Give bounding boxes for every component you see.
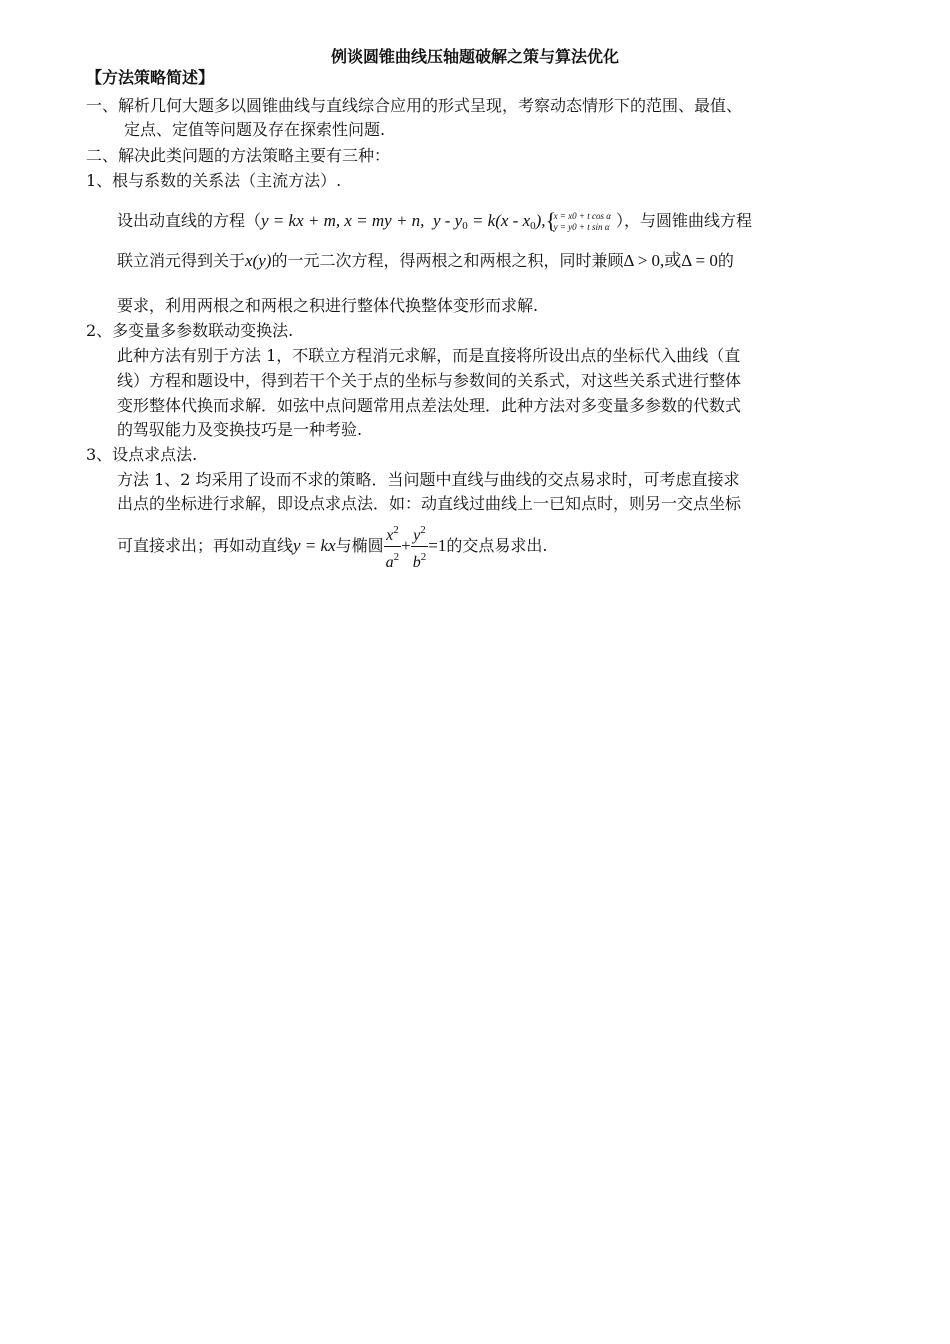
method-3-line-2: 出点的坐标进行求解，即设点求点法．如：动直线过曲线上一已知点时，则另一交点坐标	[117, 494, 742, 513]
method-3-line-3	[117, 520, 548, 571]
fraction-y2-b2	[411, 520, 429, 573]
line-equations	[261, 211, 546, 230]
method-2-line-2: 线）方程和题设中，得到若干个关于点的坐标与参数间的关系式，对这些关系式进行整体	[117, 371, 742, 390]
method-1-line-1	[117, 207, 752, 240]
paragraph-1-line-1: 一、解析几何大题多以圆锥曲线与直线综合应用的形式呈现，考察动态情形下的范围、最值、	[86, 96, 743, 115]
fraction-y-numerator: y	[413, 527, 421, 544]
method-1-line-2-mid: 的一元二次方程，得两根之和两根之积，同时兼顾	[271, 251, 624, 270]
method-1-line-2-suffix: 的	[717, 251, 734, 270]
fraction-a-denominator: a	[385, 554, 394, 571]
plus-sign: +	[401, 536, 411, 555]
method-1-line-2-prefix: 联立消元得到关于	[117, 251, 246, 270]
fraction-b-denominator: b	[412, 554, 421, 571]
equals-one: =1	[428, 536, 447, 555]
method-1-line-3: 要求，利用两根之和两根之积进行整体代换整体变形而求解.	[117, 296, 539, 315]
paragraph-2: 二、解决此类问题的方法策略主要有三种：	[86, 146, 391, 165]
equation-point-slope-a: y - y	[432, 211, 463, 230]
equation-slope-intercept: y = kx + m, x = my + n,	[261, 211, 425, 230]
method-2-line-3: 变形整体代换而求解．如弦中点问题常用点差法处理．此种方法对多变量多参数的代数式	[117, 396, 742, 415]
exponent-2: 2	[393, 524, 399, 536]
method-3-line-3-prefix: 可直接求出；再如动直线	[117, 536, 294, 555]
method-2-line-4: 的驾驭能力及变换技巧是一种考验.	[117, 420, 363, 439]
method-2-heading: 2、多变量多参数联动变换法.	[86, 321, 294, 340]
method-3-heading: 3、设点求点法.	[86, 445, 198, 464]
brace-glyph: {	[545, 207, 557, 233]
method-3-line-1: 方法 1、2 均采用了设而不求的策略．当问题中直线与曲线的交点易求时，可考虑直接求	[117, 470, 740, 489]
equation-point-slope-c: ),	[535, 211, 546, 230]
fraction-x2-a2	[384, 520, 402, 573]
paragraph-1-line-2: 定点、定值等问题及存在探索性问题.	[124, 120, 386, 139]
exponent-2: 2	[420, 551, 427, 563]
subscript-zero-2: 0	[530, 220, 536, 232]
equation-point-slope-b: = k(x - x	[467, 211, 531, 230]
parametric-y: y = y0 + t sin α	[553, 221, 610, 232]
variable-x-of-y: x(y)	[245, 251, 272, 270]
section-header: 【方法策略简述】	[86, 68, 215, 87]
method-3-line-3-mid: 与椭圆	[335, 536, 384, 555]
exponent-2: 2	[393, 551, 400, 563]
method-1-line-2	[117, 247, 734, 275]
fraction-x-numerator: x	[386, 527, 394, 544]
discriminant-condition: Δ > 0,或Δ = 0	[623, 251, 718, 270]
subscript-zero: 0	[462, 220, 468, 232]
parametric-x: x = x0 + t cos α	[553, 210, 611, 221]
equation-y-kx: y = kx	[293, 536, 336, 555]
parametric-system	[545, 207, 611, 233]
method-1-line-1-prefix: 设出动直线的方程（	[117, 211, 262, 230]
method-1-heading: 1、根与系数的关系法（主流方法）.	[86, 171, 342, 190]
method-1-line-1-suffix: ），与圆锥曲线方程	[616, 211, 753, 230]
exponent-2: 2	[420, 524, 426, 536]
method-3-line-3-suffix: 的交点易求出.	[446, 536, 548, 555]
document-title: 例谈圆锥曲线压轴题破解之策与算法优化	[330, 47, 619, 66]
method-2-line-1: 此种方法有别于方法 1，不联立方程消元求解，而是直接将所设出点的坐标代入曲线（直	[117, 346, 741, 365]
